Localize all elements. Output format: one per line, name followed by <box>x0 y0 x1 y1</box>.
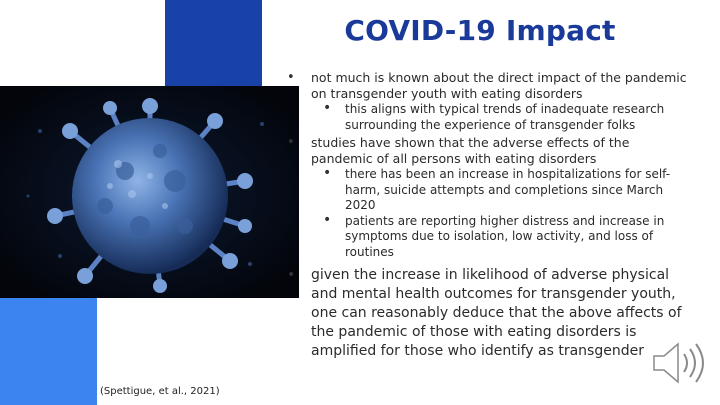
bullet-text: given the increase in likelihood of adverse physical and mental health outcomes for transgender youth, one can reasonably deduce that the above affects of the pandemic of those with eating disorders is amplified for those who identify as transgender <box>311 267 682 359</box>
bullet-list <box>287 70 687 361</box>
bullet-dot: • <box>287 70 295 85</box>
sub-bullet-item <box>323 167 687 214</box>
decorative-dark-blue-block <box>165 0 262 86</box>
bullet-item <box>287 266 687 361</box>
sub-bullet-item <box>323 102 687 133</box>
bullet-text: studies have shown that the adverse effects of the pandemic of all persons with eating disorders <box>311 135 630 166</box>
bullet-item <box>287 135 687 167</box>
decorative-light-blue-block <box>0 298 97 405</box>
speaker-icon[interactable] <box>648 338 708 388</box>
sub-bullet-text: there has been an increase in hospitalizations for self-harm, suicide attempts and completions since March 2020 <box>345 167 671 212</box>
sub-bullet-text: patients are reporting higher distress and increase in symptoms due to isolation, low activity, and loss of routines <box>345 213 665 259</box>
bullet-dot: • <box>323 100 332 116</box>
citation: (Spettigue, et al., 2021) <box>100 386 220 397</box>
coronavirus-image <box>0 86 299 298</box>
bullet-dot: • <box>323 165 332 181</box>
sub-bullet-item <box>323 211 687 261</box>
bullet-item <box>287 70 687 102</box>
bullet-dot: • <box>287 267 296 283</box>
sub-bullet-text: this aligns with typical trends of inadequate research surrounding the experience of transgender folks <box>345 102 665 132</box>
bullet-text: not much is known about the direct impact of the pandemic on transgender youth with eating disorders <box>311 70 687 101</box>
bullet-dot: • <box>323 211 332 228</box>
bullet-dot: • <box>287 135 295 150</box>
slide-title: COVID-19 Impact <box>344 14 616 47</box>
